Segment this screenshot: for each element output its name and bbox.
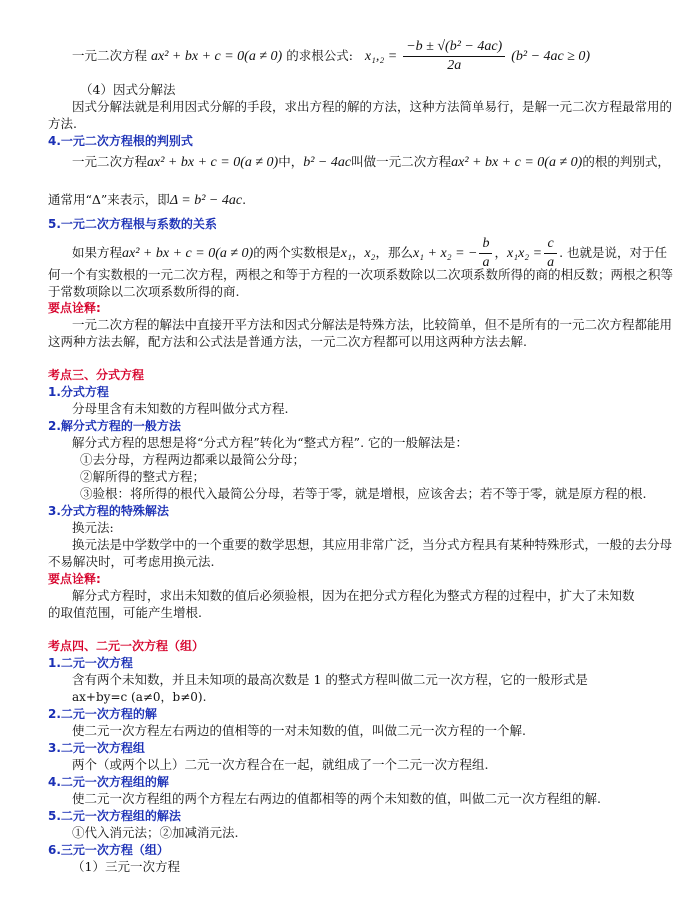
substitution-label: 换元法:: [72, 520, 114, 535]
root-fraction: [403, 38, 505, 75]
section-4-title: 考点四、二元一次方程（组）: [48, 639, 205, 653]
key-points-label-1: 要点诠释:: [48, 301, 101, 315]
solution-text: 使二元一次方程左右两边的值相等的一对未知数的值，叫做二元一次方程的一个解.: [72, 723, 526, 738]
heading-system-solution: 4.二元一次方程组的解: [48, 775, 169, 789]
key-points-label-2: 要点诠释:: [48, 572, 101, 586]
general-step-2: ②解所得的整式方程；: [80, 469, 206, 484]
factorization-text-1: 因式分解法就是利用因式分解的手段，求出方程的解的方法，这种方法简单易行，是解一元二次方程最常用的: [72, 99, 673, 114]
general-step-1: ①去分母，方程两边都乘以最简公分母；: [80, 452, 306, 467]
factorization-text-2: 方法.: [48, 116, 77, 131]
formula-prefix: 一元二次方程: [72, 48, 148, 63]
equation: ax² + bx + c = 0(a ≠ 0): [122, 246, 254, 261]
linear-2var-text-1: 含有两个未知数，并且未知项的最高次数是 1 的整式方程叫做二元一次方程，它的一般形式是: [72, 672, 588, 687]
text: ，: [351, 245, 365, 260]
equation: ax² + bx + c = 0(a ≠ 0): [147, 155, 279, 170]
discriminant-expr: b² − 4ac: [303, 155, 352, 170]
heading-fractional-equation: 1.分式方程: [48, 385, 109, 399]
root-fraction-numerator: −b ± √(b² − 4ac): [403, 38, 505, 57]
root-fraction-denominator: 2a: [447, 58, 462, 73]
three-var-text: （1）三元一次方程: [72, 859, 180, 874]
heading-solution: 2.二元一次方程的解: [48, 707, 157, 721]
item-factorization-title: （4）因式分解法: [80, 82, 176, 97]
key-points-text-1b: 这两种方法去解，配方法和公式法是普通方法，一元二次方程都可以用这两种方法去解.: [48, 334, 527, 349]
product-of-roots: x₁x₂ =: [506, 246, 543, 261]
heading-discriminant: 4.一元二次方程根的判别式: [48, 134, 193, 148]
heading-system-methods: 5.二元一次方程组的解法: [48, 809, 181, 823]
discriminant-line-2: [48, 192, 246, 209]
system-text: 两个（或两个以上）二元一次方程合在一起，就组成了一个二元一次方程组.: [72, 757, 489, 772]
system-solution-text: 使二元一次方程组的两个方程左右两边的值都相等的两个未知数的值，叫做二元一次方程组的解.: [72, 791, 601, 806]
linear-2var-text-2: ax+by=c (a≠0，b≠0).: [72, 690, 207, 704]
x1: x₁: [340, 246, 352, 261]
text: 一元二次方程: [72, 154, 148, 169]
root-condition: (b² − 4ac ≥ 0): [511, 49, 591, 64]
text: .: [242, 192, 247, 207]
key-points-text-1a: 一元二次方程的解法中直接开平方法和因式分解法是特殊方法，比较简单，但不是所有的一元二次方程都能用: [72, 317, 673, 332]
x2: x₂: [364, 246, 376, 261]
key-points-text-2b: 的取值范围，可能产生增根.: [48, 605, 202, 620]
text: 如果方程: [72, 245, 123, 260]
delta-expr: Δ = b² − 4ac: [169, 193, 243, 208]
substitution-text-1: 换元法是中学数学中的一个重要的数学思想，其应用非常广泛，当分式方程具有某种特殊形式，一般的去分母: [72, 537, 673, 552]
heading-three-var: 6.三元一次方程（组）: [48, 843, 169, 857]
quadratic-formula-line: [72, 36, 590, 77]
root-symbol: x₁,₂ =: [364, 49, 398, 64]
discriminant-line-1: [72, 154, 670, 171]
vieta-line-2: 何一个有实数根的一元二次方程，两根之和等于方程的一次项系数除以二次项系数所得的商的相反数；两根之积等: [48, 267, 673, 282]
key-points-text-2a: 解分式方程时，求出未知数的值后必须验根，因为在把分式方程化为整式方程的过程中，扩大了未知数: [72, 588, 635, 603]
heading-system: 3.二元一次方程组: [48, 741, 145, 755]
quadratic-equation: ax² + bx + c = 0(a ≠ 0): [151, 49, 283, 64]
section-3-title: 考点三、分式方程: [48, 368, 145, 382]
formula-mid-text: 的求根公式:: [286, 48, 353, 63]
heading-vieta: 5.一元二次方程根与系数的关系: [48, 217, 217, 231]
general-step-3: ③验根：将所得的根代入最简公分母，若等于零，就是增根，应该舍去；若不等于零，就是原方程的根.: [80, 486, 647, 501]
text: 叫做一元二次方程: [351, 154, 452, 169]
heading-linear-2var: 1.二元一次方程: [48, 656, 133, 670]
denominator: a: [547, 255, 555, 270]
system-methods-text: ①代入消元法；②加减消元法.: [72, 825, 239, 840]
fractional-definition: 分母里含有未知数的方程叫做分式方程.: [72, 401, 289, 416]
vieta-line-3: 于常数项除以二次项系数所得的商.: [48, 284, 240, 299]
text: 的根的判别式，: [582, 154, 670, 169]
text: ，那么: [375, 245, 413, 260]
text: 通常用“Δ”来表示，即: [48, 192, 170, 207]
text: ，: [494, 245, 507, 260]
denominator: a: [482, 255, 490, 270]
numerator: c: [544, 235, 556, 254]
equation: ax² + bx + c = 0(a ≠ 0): [451, 155, 583, 170]
heading-general-method: 2.解分式方程的一般方法: [48, 419, 181, 433]
substitution-text-2: 不易解决时，可考虑用换元法.: [48, 554, 215, 569]
text: . 也就是说，对于任: [559, 245, 668, 260]
sum-of-roots: x₁ + x₂ = −: [412, 246, 478, 261]
text: 中，: [278, 154, 304, 169]
numerator: b: [479, 235, 492, 254]
text: 的两个实数根是: [253, 245, 341, 260]
general-method-text: 解分式方程的思想是将“分式方程”转化为“整式方程”. 它的一般解法是：: [72, 435, 469, 450]
heading-special-method: 3.分式方程的特殊解法: [48, 504, 169, 518]
